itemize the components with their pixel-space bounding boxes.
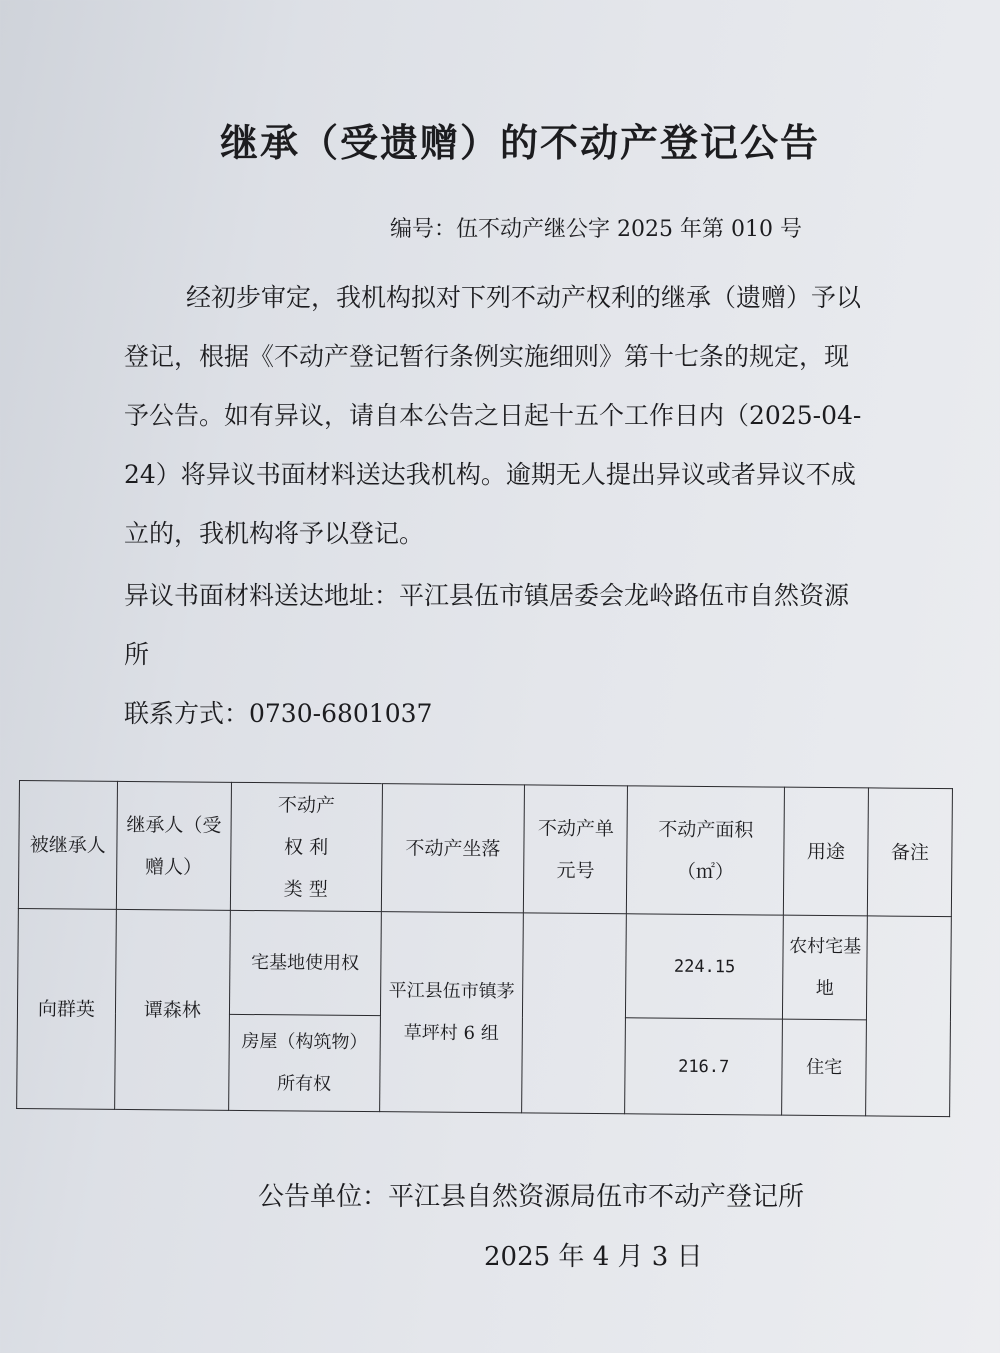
header-location: 不动产坐落 — [381, 784, 525, 913]
cell-unit-number — [522, 913, 627, 1114]
contact-info: 联系方式：0730-6801037 — [124, 699, 433, 728]
header-right-type: 不动产 权 利 类 型 — [230, 782, 382, 911]
header-unit-number: 不动产单元号 — [524, 785, 628, 914]
cell-location: 平江县伍市镇茅草坪村 6 组 — [379, 912, 524, 1113]
issuing-unit: 公告单位：平江县自然资源局伍市不动产登记所 — [258, 1182, 805, 1212]
cell-heir: 谭森林 — [115, 909, 231, 1110]
table-row — [17, 908, 951, 1020]
table-header-row — [18, 781, 952, 917]
property-table — [16, 780, 953, 1117]
cell-area-homestead: 224.15 — [626, 914, 784, 1019]
cell-usage-building: 住宅 — [782, 1019, 867, 1116]
notice-body-paragraph: 经初步审定，我机构拟对下列不动产权利的继承（遗赠）予以登记，根据《不动产登记暂行条例实施细则》第十七条的规定，现予公告。如有异议，请自本公告之日起十五个工作日内（2025-04-24）将异议书面材料送达我机构。逾期无人提出异议或者异议不成立的，我机构将予以登记。 — [124, 283, 862, 548]
cell-right-type-building: 房屋（构筑物）所有权 — [228, 1014, 380, 1111]
cell-area-building: 216.7 — [625, 1018, 783, 1115]
cell-remark — [866, 916, 952, 1117]
issue-date: 2025 年 4 月 3 日 — [484, 1242, 703, 1272]
header-remark: 备注 — [867, 788, 952, 917]
header-heir: 继承人（受赠人） — [116, 781, 231, 910]
cell-decedent: 向群英 — [17, 908, 117, 1109]
header-usage: 用途 — [783, 787, 868, 916]
header-decedent: 被继承人 — [18, 781, 117, 910]
notice-title: 继承（受遗赠）的不动产登记公告 — [219, 121, 820, 165]
objection-address: 异议书面材料送达地址：平江县伍市镇居委会龙岭路伍市自然资源所 — [124, 581, 850, 669]
cell-right-type-homestead: 宅基地使用权 — [229, 910, 381, 1015]
cell-usage-homestead: 农村宅基地 — [783, 915, 868, 1020]
header-area: 不动产面积 （㎡） — [627, 786, 785, 915]
document-number: 编号：伍不动产继公字 2025 年第 010 号 — [390, 217, 802, 242]
